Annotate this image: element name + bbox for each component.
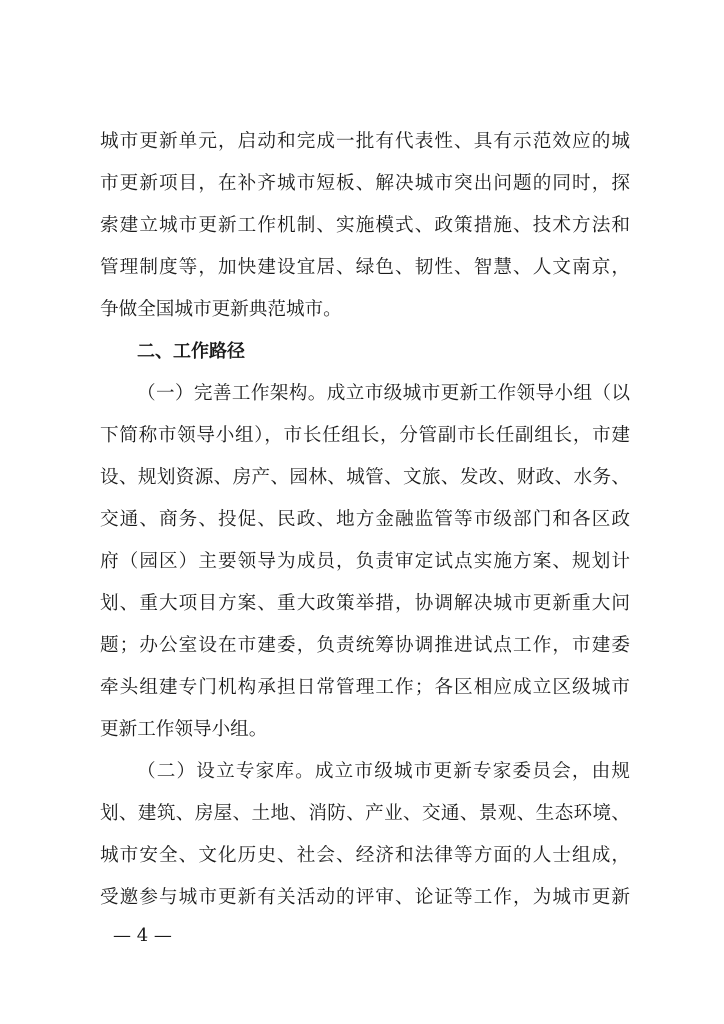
paragraph-work-structure	[100, 373, 630, 751]
text-line: 更新工作领导小组。	[100, 719, 268, 740]
text-line: （一）完善工作架构。成立市级城市更新工作领导小组（以	[137, 383, 630, 404]
section-heading: 二、工作路径	[137, 341, 245, 362]
text-line: 管理制度等，加快建设宜居、绿色、韧性、智慧、人文南京，	[100, 257, 630, 278]
body-text	[100, 121, 630, 919]
page-number: — 4 —	[113, 925, 172, 946]
text-line: 争做全国城市更新典范城市。	[100, 299, 342, 320]
text-line: 划、重大项目方案、重大政策举措，协调解决城市更新重大问	[100, 593, 630, 614]
text-line: 城市更新单元，启动和完成一批有代表性、具有示范效应的城	[100, 131, 630, 152]
text-line: （二）设立专家库。成立市级城市更新专家委员会，由规	[137, 761, 630, 782]
paragraph-intro-continuation	[100, 121, 630, 331]
text-line: 城市安全、文化历史、社会、经济和法律等方面的人士组成，	[100, 845, 630, 866]
text-line: 牵头组建专门机构承担日常管理工作；各区相应成立区级城市	[100, 677, 630, 698]
text-line: 题；办公室设在市建委，负责统筹协调推进试点工作，市建委	[100, 635, 630, 656]
text-line: 下简称市领导小组），市长任组长，分管副市长任副组长，市建	[100, 425, 630, 446]
text-line: 市更新项目，在补齐城市短板、解决城市突出问题的同时，探	[100, 173, 630, 194]
text-line: 设、规划资源、房产、园林、城管、文旅、发改、财政、水务、	[100, 467, 630, 488]
text-line: 划、建筑、房屋、土地、消防、产业、交通、景观、生态环境、	[100, 803, 630, 824]
text-line: 索建立城市更新工作机制、实施模式、政策措施、技术方法和	[100, 215, 630, 236]
text-line: 交通、商务、投促、民政、地方金融监管等市级部门和各区政	[100, 509, 630, 530]
paragraph-expert-pool	[100, 751, 630, 919]
text-line: 受邀参与城市更新有关活动的评审、论证等工作，为城市更新	[100, 887, 630, 908]
text-line: 府（园区）主要领导为成员，负责审定试点实施方案、规划计	[100, 551, 630, 572]
